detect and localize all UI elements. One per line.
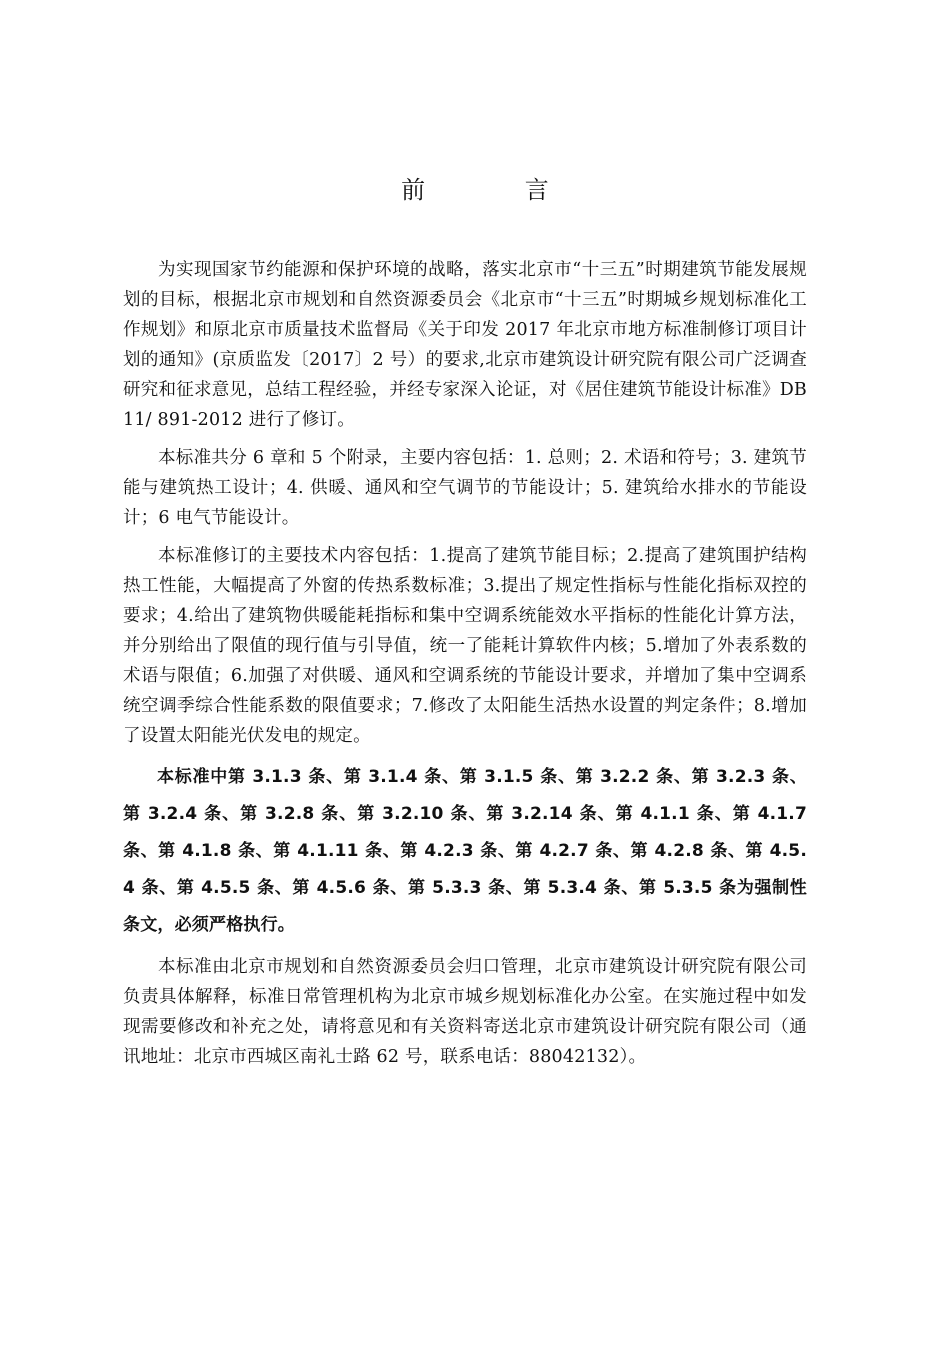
paragraph-mandatory-clauses: 本标准中第 3.1.3 条、第 3.1.4 条、第 3.1.5 条、第 3.2.2 条、第 3.2.3 条、第 3.2.4 条、第 3.2.8 条、第 3.2.10 条、第 3.2.14 条、第 4.1.1 条、第 4.1.7 条、第 4.1.8 条、第 4.1.11 条、第 4.2.3 条、第 4.2.7 条、第 4.2.8 条、第 4.5.4 条、第 4.5.5 条、第 4.5.6 条、第 5.3.3 条、第 5.3.4 条、第 5.3.5 条为强制性条文，必须严格执行。: [123, 767, 807, 935]
body-text: [123, 255, 807, 1080]
page-title: 前 言: [401, 176, 595, 204]
paragraph-background: 为实现国家节约能源和保护环境的战略，落实北京市“十三五”时期建筑节能发展规划的目标，根据北京市规划和自然资源委员会《北京市“十三五”时期城乡规划标准化工作规划》和原北京市质量技术监督局《关于印发 2017 年北京市地方标准制修订项目计划的通知》(京质监发〔2017〕2 号）的要求,北京市建筑设计研究院有限公司广泛调查研究和征求意见，总结工程经验，并经专家深入论证，对《居住建筑节能设计标准》DB11/ 891-2012 进行了修订。: [123, 260, 807, 430]
paragraph-revisions: 本标准修订的主要技术内容包括：1.提高了建筑节能目标；2.提高了建筑围护结构热工性能，大幅提高了外窗的传热系数标准；3.提出了规定性指标与性能化指标双控的要求；4.给出了建筑物供暖能耗指标和集中空调系统能效水平指标的性能化计算方法，并分别给出了限值的现行值与引导值，统一了能耗计算软件内核；5.增加了外表系数的术语与限值；6.加强了对供暖、通风和空调系统的节能设计要求，并增加了集中空调系统空调季综合性能系数的限值要求；7.修改了太阳能生活热水设置的判定条件；8.增加了设置太阳能光伏发电的规定。: [123, 546, 807, 746]
paragraph-contents: 本标准共分 6 章和 5 个附录，主要内容包括：1. 总则；2. 术语和符号；3. 建筑节能与建筑热工设计；4. 供暖、通风和空气调节的节能设计；5. 建筑给水排水的节能设计；6 电气节能设计。: [123, 448, 807, 528]
paragraph-management: 本标准由北京市规划和自然资源委员会归口管理，北京市建筑设计研究院有限公司负责具体解释，标准日常管理机构为北京市城乡规划标准化办公室。在实施过程中如发现需要修改和补充之处，请将意见和有关资料寄送北京市建筑设计研究院有限公司（通讯地址：北京市西城区南礼士路 62 号，联系电话：88042132）。: [123, 957, 807, 1067]
